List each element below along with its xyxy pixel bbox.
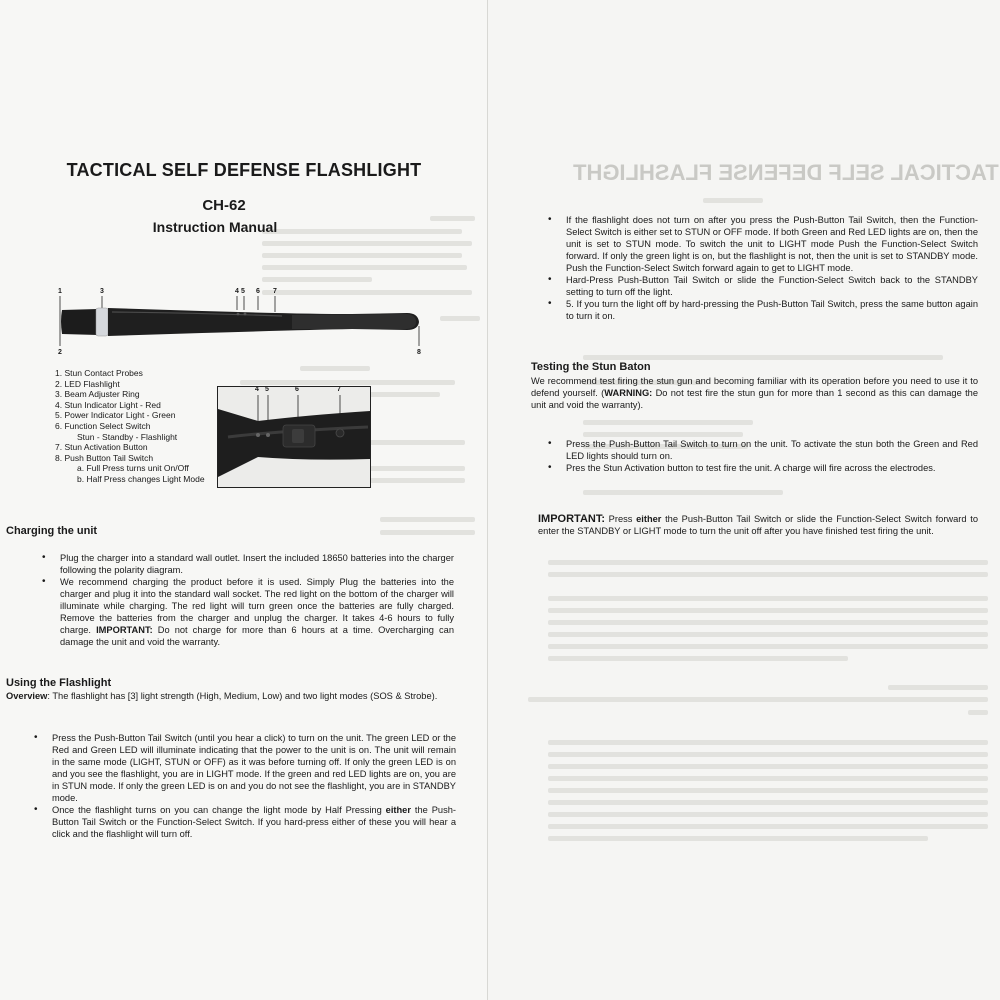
- important-text: the Push-Button Tail Switch or slide the Function-Select Switch forward to enter the STANDBY or LIGHT mode to turn the unit off after you have finished test firing the unit.: [538, 514, 978, 536]
- parts-list-item: 6. Function Select Switch: [55, 420, 151, 431]
- list-item-text: the Push-Button Tail Switch or the Function-Select Switch. If you hard-press either of these you will hear a click and the flashlight will turn off.: [52, 805, 456, 839]
- callout-8: 8: [417, 349, 421, 356]
- list-item: • Press the Push-Button Tail Switch to turn on the unit. To activate the stun both the Green and Red LED lights should turn on.: [548, 438, 978, 462]
- callout-4: 4: [235, 288, 239, 295]
- important-text: Do not charge for more than 6 hours at a time. Overcharging can damage the unit and void the warranty.: [60, 625, 455, 647]
- important-label: IMPORTANT:: [96, 625, 153, 635]
- parts-list-item: 8. Push Button Tail Switch: [55, 452, 154, 463]
- list-item: • If the flashlight does not turn on after you press the Push-Button Tail Switch, then the Function-Select Switch is either set to STUN or OFF mode. If both Green and Red LED lights are on, then the unit is set to STUN mode. To switch the unit to LIGHT mode Push the Function-Select Switch forward. If only the green light is on, but the flashlight is not, then the unit is set to STANDBY mode. Push the Function-Select Switch forward again to get to LIGHT mode.: [548, 214, 978, 274]
- parts-list-item: 4. Stun Indicator Light - Red: [55, 399, 161, 410]
- flashlight-list: [34, 732, 456, 840]
- charging-heading: Charging the unit: [6, 525, 98, 537]
- list-item: [42, 552, 454, 576]
- inset-callout-7: 7: [337, 386, 341, 393]
- parts-list-item: 5. Power Indicator Light - Green: [55, 410, 176, 421]
- warning-label: WARNING:: [604, 388, 653, 398]
- stun-list: [548, 438, 978, 474]
- overview-text: : The flashlight has [3] light strength (High, Medium, Low) and two light modes (SOS & Strobe).: [47, 691, 438, 701]
- list-item: • Pres the Stun Activation button to test fire the unit. A charge will fire across the electrodes.: [548, 462, 978, 474]
- parts-list-item: 3. Beam Adjuster Ring: [55, 389, 140, 400]
- document-subtitle: Instruction Manual: [152, 219, 278, 235]
- model-number: CH-62: [202, 197, 246, 214]
- parts-list-subitem: b. Half Press changes Light Mode: [77, 473, 205, 484]
- list-item-text: We recommend charging the product before it is used. Simply Plug the batteries into the charger and plug it into the standard wall socket. The red light on the bottom of the charger will illuminate while charging. The red light will turn green once the batteries are fully charged. Remove the batteries from the charger and unplug the charger. It takes 4-6 hours to fully charge.: [60, 577, 454, 635]
- callout-1: 1: [58, 288, 62, 295]
- emphasis-either: either: [385, 805, 411, 815]
- document-title: TACTICAL SELF DEFENSE FLASHLIGHT: [66, 160, 422, 180]
- overview-label: Overview: [6, 691, 48, 701]
- list-item: • 5. If you turn the light off by hard-pressing the Push-Button Tail Switch, press the same button again to turn it on.: [548, 298, 978, 322]
- stun-intro-text: We recommend test firing the stun gun and becoming familiar with its operation before you need to use it to defend yourself. (: [531, 376, 978, 398]
- stun-intro-text: Do not test fire the stun gun for more than 1 second as this can damage the unit and void the warranty).: [531, 388, 978, 410]
- stun-intro-paragraph: [531, 375, 978, 411]
- parts-list: [55, 368, 205, 485]
- bleed-through-title: TACTICAL SELF DEFENSE FLASHLIGHT: [573, 160, 999, 185]
- list-item: • Press the Push-Button Tail Switch (until you hear a click) to turn on the unit. The green LED or the Red and Green LED will illuminate indicating that the power to the unit is on. The unit will remain in the same mode (LIGHT, STUN or OFF) as it was before turning off. If only the green LED is on and you see the flashlight, you are in LIGHT mode. If the green and red LED lights are on, you are in STUN mode. If only the green LED is on and you do not see the flashlight, you are in STANDBY mode.: [34, 732, 456, 804]
- parts-list-item: 7. Stun Activation Button: [55, 442, 148, 453]
- flashlight-illustration: [52, 288, 432, 358]
- list-item: [42, 576, 454, 648]
- charging-list: [42, 552, 454, 648]
- parts-list-subitem: a. Full Press turns unit On/Off: [77, 463, 189, 474]
- parts-list-item: 1. Stun Contact Probes: [55, 368, 143, 378]
- continued-list: [548, 214, 978, 322]
- parts-list-subitem: Stun - Standby - Flashlight: [77, 431, 178, 442]
- callout-3: 3: [100, 288, 104, 295]
- overview-paragraph: [6, 690, 456, 702]
- emphasis-either: either: [636, 514, 662, 524]
- list-item: [34, 804, 456, 840]
- switch-closeup-inset: [217, 386, 371, 488]
- parts-list-item: 2. LED Flashlight: [55, 378, 120, 389]
- inset-callout-6: 6: [295, 386, 299, 393]
- flashlight-heading: Using the Flashlight: [6, 677, 112, 689]
- callout-5: 5: [241, 288, 245, 295]
- important-label: IMPORTANT:: [538, 513, 606, 525]
- stun-important-paragraph: [538, 513, 978, 537]
- callout-2: 2: [58, 349, 62, 356]
- left-page: [0, 0, 488, 1000]
- list-item-text: Plug the charger into a standard wall outlet. Insert the included 18650 batteries into the charger following the polarity diagram.: [60, 553, 454, 575]
- list-item-text: Once the flashlight turns on you can change the light mode by Half Pressing: [52, 805, 386, 815]
- stun-heading: Testing the Stun Baton: [531, 361, 651, 373]
- callout-7: 7: [273, 288, 277, 295]
- inset-callout-5: 5: [265, 386, 269, 393]
- important-text: Press: [605, 514, 637, 524]
- inset-callout-4: 4: [255, 386, 259, 393]
- callout-6: 6: [256, 288, 260, 295]
- right-page: [488, 0, 1000, 1000]
- list-item: • Hard-Press Push-Button Tail Switch or slide the Function-Select Switch back to the STANDBY setting to turn off the light.: [548, 274, 978, 298]
